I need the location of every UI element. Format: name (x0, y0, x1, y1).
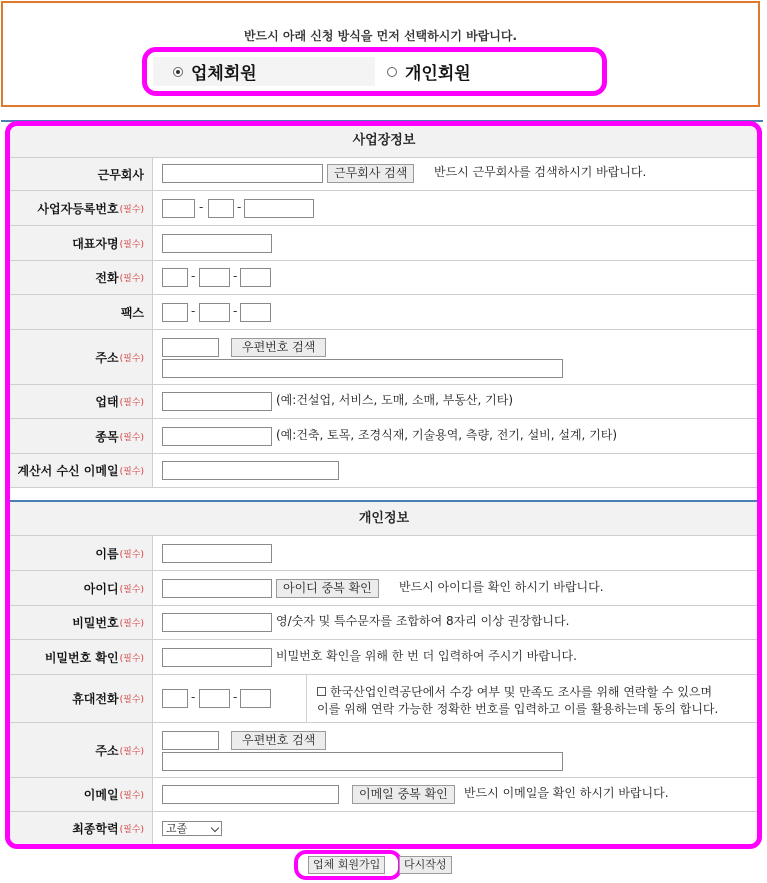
email-label: 이메일 (필수) (10, 778, 153, 811)
radio-corporate-member[interactable] (153, 57, 375, 86)
radio-personal-member[interactable] (377, 57, 597, 86)
phone-label: 전화 (필수) (10, 261, 153, 294)
ceo-label: 대표자명 (필수) (10, 226, 153, 260)
radio-checked-icon[interactable] (173, 67, 183, 77)
userid-help-text: 반드시 아이디를 확인 하시기 바랍니다. (399, 580, 604, 594)
dash: - (191, 269, 196, 283)
business-address-label: 주소 (필수) (10, 330, 153, 384)
member-type-selector (142, 47, 607, 96)
education-selected-value: 고졸 (166, 822, 188, 835)
bizitem-label: 종목 (필수) (10, 419, 153, 453)
business-zipcode-search-button[interactable]: 우편번호 검색 (231, 338, 326, 357)
dash: - (233, 269, 238, 283)
consent-text-line1: 한국산업인력공단에서 수강 여부 및 만족도 조사를 위해 연락할 수 있으며 (330, 685, 713, 699)
biztype-label: 업태 (필수) (10, 385, 153, 418)
password-confirm-help-text: 비밀번호 확인을 위해 한 번 더 입력하여 주시기 바랍니다. (276, 649, 577, 663)
dash: - (233, 304, 238, 318)
consent-text-line2: 이를 위해 연락 가능한 정확한 번호를 입력하고 이를 활용하는데 동의 합니다. (317, 702, 719, 716)
dash: - (199, 200, 204, 214)
biztype-example-text: (예:건설업, 서비스, 도매, 소매, 부동산, 기타) (276, 393, 514, 407)
password-help-text: 영/숫자 및 특수문자를 조합하여 8자리 이상 권장합니다. (276, 614, 570, 628)
dash: - (233, 690, 238, 704)
dash: - (191, 304, 196, 318)
personal-zipcode-search-button[interactable]: 우편번호 검색 (231, 731, 326, 750)
regno-label: 사업자등록번호 (필수) (10, 191, 153, 225)
fax-label: 팩스 (10, 295, 153, 329)
selection-notice: 반드시 아래 신청 방식을 먼저 선택하시기 바랍니다. (243, 29, 518, 43)
email-duplicate-check-button[interactable]: 이메일 중복 확인 (352, 785, 455, 804)
personal-section-title: 개인정보 (10, 502, 758, 536)
name-label: 이름 (필수) (10, 536, 153, 570)
company-label: 근무회사 (10, 158, 153, 190)
password-label: 비밀번호 (필수) (10, 606, 153, 639)
form-highlight-frame (5, 121, 762, 849)
bizitem-example-text: (예:건축, 토목, 조경식재, 기술용역, 측량, 전기, 설비, 설계, 기타) (276, 428, 618, 442)
radio-unchecked-icon[interactable] (387, 67, 397, 77)
education-label: 최종학력 (필수) (10, 812, 153, 845)
reset-button[interactable]: 다시작성 (399, 856, 452, 874)
corporate-signup-button[interactable]: 업체 회원가입 (308, 856, 385, 874)
business-section-title: 사업장정보 (10, 124, 758, 158)
mobile-label: 휴대전화 (필수) (10, 675, 153, 722)
dash: - (237, 200, 242, 214)
corporate-member-label: 업체회원 (191, 64, 257, 84)
email-help-text: 반드시 이메일을 확인 하시기 바랍니다. (464, 786, 669, 800)
personal-address-label: 주소 (필수) (10, 723, 153, 777)
dash: - (191, 690, 196, 704)
invoice-email-label: 계산서 수신 이메일 (필수) (10, 454, 153, 487)
userid-duplicate-check-button[interactable]: 아이디 중복 확인 (276, 579, 379, 598)
company-help-text: 반드시 근무회사를 검색하시기 바랍니다. (434, 165, 647, 179)
password-confirm-label: 비밀번호 확인 (필수) (10, 640, 153, 674)
personal-member-label: 개인회원 (405, 64, 471, 84)
company-search-button[interactable]: 근무회사 검색 (327, 164, 414, 183)
userid-label: 아이디 (필수) (10, 571, 153, 605)
